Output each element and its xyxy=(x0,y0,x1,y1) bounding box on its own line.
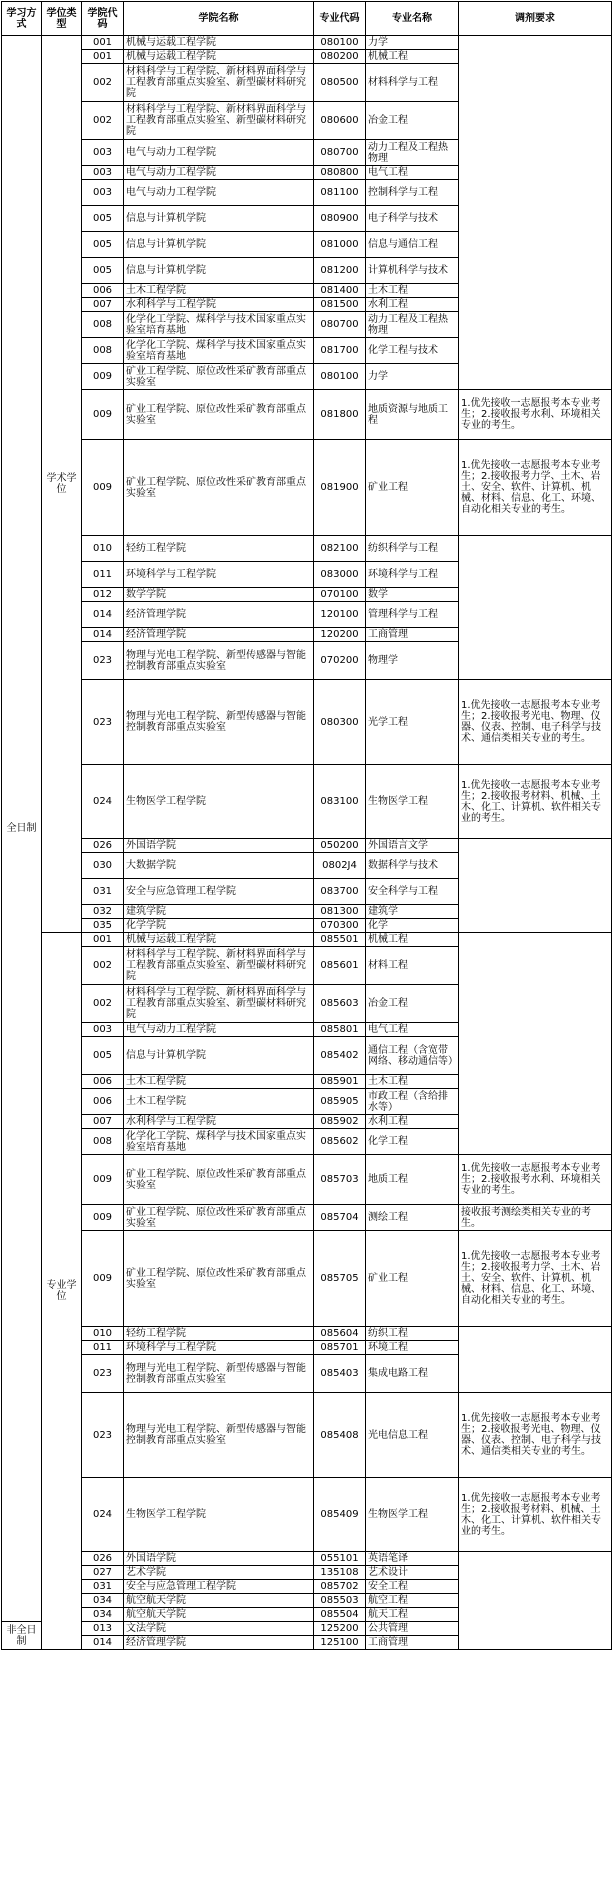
college-name: 经济管理学院 xyxy=(124,1636,314,1650)
major-name: 机械工程 xyxy=(366,933,459,947)
table-row xyxy=(2,536,612,562)
college-name: 矿业工程学院、原位改性采矿教育部重点实验室 xyxy=(124,1205,314,1231)
major-name: 矿业工程 xyxy=(366,440,459,536)
major-code: 080700 xyxy=(314,140,366,166)
college-code: 002 xyxy=(82,64,124,102)
major-code: 070300 xyxy=(314,919,366,933)
major-code: 085902 xyxy=(314,1115,366,1129)
major-code: 070200 xyxy=(314,642,366,680)
major-name: 冶金工程 xyxy=(366,102,459,140)
major-code: 081100 xyxy=(314,180,366,206)
college-name: 材料科学与工程学院、新材料界面科学与工程教育部重点实验室、新型碳材料研究院 xyxy=(124,947,314,985)
header-adjust-req: 调剂要求 xyxy=(459,2,612,36)
major-code: 080900 xyxy=(314,206,366,232)
college-name: 轻纺工程学院 xyxy=(124,536,314,562)
college-code: 008 xyxy=(82,338,124,364)
major-code: 080300 xyxy=(314,680,366,765)
major-name: 电子科学与技术 xyxy=(366,206,459,232)
table-row xyxy=(2,765,612,839)
college-name: 艺术学院 xyxy=(124,1566,314,1580)
table-row xyxy=(2,1155,612,1205)
major-code: 085601 xyxy=(314,947,366,985)
major-name: 水利工程 xyxy=(366,1115,459,1129)
major-code: 080500 xyxy=(314,64,366,102)
college-name: 经济管理学院 xyxy=(124,628,314,642)
college-code: 002 xyxy=(82,102,124,140)
degree-type-professional: 专业学位 xyxy=(42,933,82,1650)
college-code: 009 xyxy=(82,390,124,440)
table-row xyxy=(2,1478,612,1552)
college-name: 物理与光电工程学院、新型传感器与智能控制教育部重点实验室 xyxy=(124,680,314,765)
college-code: 012 xyxy=(82,588,124,602)
college-code: 003 xyxy=(82,166,124,180)
college-name: 生物医学工程学院 xyxy=(124,1478,314,1552)
major-code: 081800 xyxy=(314,390,366,440)
table-row xyxy=(2,1393,612,1478)
college-code: 008 xyxy=(82,1129,124,1155)
college-name: 航空航天学院 xyxy=(124,1594,314,1608)
college-name: 水利科学与工程学院 xyxy=(124,1115,314,1129)
college-code: 014 xyxy=(82,1636,124,1650)
note-empty xyxy=(459,1327,612,1393)
college-code: 003 xyxy=(82,140,124,166)
major-code: 085702 xyxy=(314,1580,366,1594)
major-code: 085905 xyxy=(314,1089,366,1115)
table-row xyxy=(2,1552,612,1566)
college-name: 安全与应急管理工程学院 xyxy=(124,879,314,905)
major-code: 083000 xyxy=(314,562,366,588)
college-code: 023 xyxy=(82,1355,124,1393)
major-name: 化学 xyxy=(366,919,459,933)
college-code: 001 xyxy=(82,50,124,64)
note-mining: 1.优先接收一志愿报考本专业考生；2.接收报考力学、土木、岩土、安全、软件、计算机、机械、材料、信息、化工、环境、自动化相关专业的考生。 xyxy=(459,1231,612,1327)
college-code: 027 xyxy=(82,1566,124,1580)
college-code: 024 xyxy=(82,1478,124,1552)
note-water-env: 1.优先接收一志愿报考本专业考生；2.接收报考水利、环境相关专业的考生。 xyxy=(459,1155,612,1205)
major-code: 085503 xyxy=(314,1594,366,1608)
college-name: 化学学院 xyxy=(124,919,314,933)
college-code: 013 xyxy=(82,1622,124,1636)
major-code: 055101 xyxy=(314,1552,366,1566)
major-name: 化学工程与技术 xyxy=(366,338,459,364)
college-name: 电气与动力工程学院 xyxy=(124,166,314,180)
major-code: 085801 xyxy=(314,1023,366,1037)
note-empty xyxy=(459,839,612,933)
major-code: 085703 xyxy=(314,1155,366,1205)
major-code: 081300 xyxy=(314,905,366,919)
college-code: 034 xyxy=(82,1608,124,1622)
header-college-code: 学院代码 xyxy=(82,2,124,36)
major-code: 120100 xyxy=(314,602,366,628)
header-major-code: 专业代码 xyxy=(314,2,366,36)
college-name: 安全与应急管理工程学院 xyxy=(124,1580,314,1594)
college-name: 矿业工程学院、原位改性采矿教育部重点实验室 xyxy=(124,1231,314,1327)
study-mode-part-time: 非全日制 xyxy=(2,1622,42,1650)
college-name: 环境科学与工程学院 xyxy=(124,1341,314,1355)
major-name: 地质工程 xyxy=(366,1155,459,1205)
major-code: 125100 xyxy=(314,1636,366,1650)
college-code: 023 xyxy=(82,680,124,765)
note-biomed: 1.优先接收一志愿报考本专业考生；2.接收报考材料、机械、土木、化工、计算机、软件相关专业的考生。 xyxy=(459,765,612,839)
note-optics: 1.优先接收一志愿报考本专业考生；2.接收报考光电、物理、仪器、仪表、控制、电子科学与技术、通信类相关专业的考生。 xyxy=(459,1393,612,1478)
college-code: 011 xyxy=(82,562,124,588)
college-name: 电气与动力工程学院 xyxy=(124,180,314,206)
college-name: 矿业工程学院、原位改性采矿教育部重点实验室 xyxy=(124,440,314,536)
college-name: 土木工程学院 xyxy=(124,284,314,298)
college-name: 土木工程学院 xyxy=(124,1075,314,1089)
major-name: 生物医学工程 xyxy=(366,765,459,839)
note-empty xyxy=(459,536,612,680)
major-code: 085408 xyxy=(314,1393,366,1478)
major-code: 070100 xyxy=(314,588,366,602)
major-name: 管理科学与工程 xyxy=(366,602,459,628)
major-code: 050200 xyxy=(314,839,366,853)
major-name: 安全工程 xyxy=(366,1580,459,1594)
major-name: 航空工程 xyxy=(366,1594,459,1608)
major-code: 080600 xyxy=(314,102,366,140)
college-name: 环境科学与工程学院 xyxy=(124,562,314,588)
college-code: 001 xyxy=(82,933,124,947)
major-name: 数学 xyxy=(366,588,459,602)
major-code: 083700 xyxy=(314,879,366,905)
note-empty xyxy=(459,933,612,1155)
major-code: 080100 xyxy=(314,36,366,50)
college-name: 物理与光电工程学院、新型传感器与智能控制教育部重点实验室 xyxy=(124,1355,314,1393)
college-code: 009 xyxy=(82,440,124,536)
college-code: 035 xyxy=(82,919,124,933)
table-row xyxy=(2,390,612,440)
college-name: 机械与运载工程学院 xyxy=(124,36,314,50)
adjustment-table xyxy=(1,1,612,1650)
college-name: 化学化工学院、煤科学与技术国家重点实验室培育基地 xyxy=(124,312,314,338)
major-name: 冶金工程 xyxy=(366,985,459,1023)
college-name: 文法学院 xyxy=(124,1622,314,1636)
major-name: 机械工程 xyxy=(366,50,459,64)
major-name: 外国语言文学 xyxy=(366,839,459,853)
college-name: 材料科学与工程学院、新材料界面科学与工程教育部重点实验室、新型碳材料研究院 xyxy=(124,102,314,140)
major-code: 082100 xyxy=(314,536,366,562)
note-surveying: 接收报考测绘类相关专业的考生。 xyxy=(459,1205,612,1231)
major-name: 通信工程（含宽带网络、移动通信等） xyxy=(366,1037,459,1075)
college-name: 生物医学工程学院 xyxy=(124,765,314,839)
table-row xyxy=(2,839,612,853)
header-college-name: 学院名称 xyxy=(124,2,314,36)
college-code: 005 xyxy=(82,258,124,284)
college-name: 土木工程学院 xyxy=(124,1089,314,1115)
college-code: 005 xyxy=(82,232,124,258)
table-row xyxy=(2,440,612,536)
college-code: 009 xyxy=(82,1205,124,1231)
header-row xyxy=(2,2,612,36)
major-name: 化学工程 xyxy=(366,1129,459,1155)
table-row xyxy=(2,933,612,947)
note-empty xyxy=(459,1552,612,1650)
major-name: 物理学 xyxy=(366,642,459,680)
college-code: 026 xyxy=(82,839,124,853)
major-name: 工商管理 xyxy=(366,628,459,642)
major-name: 数据科学与技术 xyxy=(366,853,459,879)
degree-type-academic: 学术学位 xyxy=(42,36,82,933)
major-code: 081900 xyxy=(314,440,366,536)
table-row xyxy=(2,36,612,50)
major-name: 土木工程 xyxy=(366,1075,459,1089)
header-degree-type: 学位类型 xyxy=(42,2,82,36)
major-code: 085402 xyxy=(314,1037,366,1075)
major-code: 135108 xyxy=(314,1566,366,1580)
college-name: 大数据学院 xyxy=(124,853,314,879)
college-code: 032 xyxy=(82,905,124,919)
major-code: 125200 xyxy=(314,1622,366,1636)
major-name: 电气工程 xyxy=(366,166,459,180)
college-code: 031 xyxy=(82,879,124,905)
major-code: 080200 xyxy=(314,50,366,64)
major-code: 085901 xyxy=(314,1075,366,1089)
college-name: 信息与计算机学院 xyxy=(124,258,314,284)
major-code: 080700 xyxy=(314,312,366,338)
college-name: 物理与光电工程学院、新型传感器与智能控制教育部重点实验室 xyxy=(124,1393,314,1478)
college-name: 机械与运载工程学院 xyxy=(124,50,314,64)
major-name: 地质资源与地质工程 xyxy=(366,390,459,440)
major-name: 纺织工程 xyxy=(366,1327,459,1341)
major-name: 电气工程 xyxy=(366,1023,459,1037)
header-major-name: 专业名称 xyxy=(366,2,459,36)
study-mode-full-time: 全日制 xyxy=(2,36,42,1622)
college-name: 信息与计算机学院 xyxy=(124,1037,314,1075)
college-code: 006 xyxy=(82,1075,124,1089)
table-body xyxy=(2,36,612,1650)
college-name: 化学化工学院、煤科学与技术国家重点实验室培育基地 xyxy=(124,1129,314,1155)
major-name: 动力工程及工程热物理 xyxy=(366,312,459,338)
college-code: 007 xyxy=(82,298,124,312)
major-code: 083100 xyxy=(314,765,366,839)
note-mining: 1.优先接收一志愿报考本专业考生；2.接收报考力学、土木、岩土、安全、软件、计算机、机械、材料、信息、化工、环境、自动化相关专业的考生。 xyxy=(459,440,612,536)
major-name: 材料科学与工程 xyxy=(366,64,459,102)
college-code: 031 xyxy=(82,1580,124,1594)
college-code: 003 xyxy=(82,180,124,206)
major-code: 085501 xyxy=(314,933,366,947)
college-code: 001 xyxy=(82,36,124,50)
major-name: 环境科学与工程 xyxy=(366,562,459,588)
major-code: 120200 xyxy=(314,628,366,642)
note-optics: 1.优先接收一志愿报考本专业考生；2.接收报考光电、物理、仪器、仪表、控制、电子科学与技术、通信类相关专业的考生。 xyxy=(459,680,612,765)
major-name: 土木工程 xyxy=(366,284,459,298)
major-name: 材料工程 xyxy=(366,947,459,985)
major-code: 085504 xyxy=(314,1608,366,1622)
college-name: 电气与动力工程学院 xyxy=(124,1023,314,1037)
college-code: 034 xyxy=(82,1594,124,1608)
college-code: 014 xyxy=(82,602,124,628)
table-row xyxy=(2,1327,612,1341)
major-name: 力学 xyxy=(366,364,459,390)
college-code: 007 xyxy=(82,1115,124,1129)
major-name: 动力工程及工程热物理 xyxy=(366,140,459,166)
major-name: 光学工程 xyxy=(366,680,459,765)
college-code: 006 xyxy=(82,284,124,298)
major-name: 安全科学与工程 xyxy=(366,879,459,905)
college-code: 010 xyxy=(82,1327,124,1341)
college-code: 008 xyxy=(82,312,124,338)
college-name: 数学学院 xyxy=(124,588,314,602)
college-name: 矿业工程学院、原位改性采矿教育部重点实验室 xyxy=(124,390,314,440)
college-code: 009 xyxy=(82,1155,124,1205)
major-code: 085704 xyxy=(314,1205,366,1231)
note-water-env: 1.优先接收一志愿报考本专业考生；2.接收报考水利、环境相关专业的考生。 xyxy=(459,390,612,440)
table-row xyxy=(2,1231,612,1327)
major-code: 085409 xyxy=(314,1478,366,1552)
major-code: 085603 xyxy=(314,985,366,1023)
major-code: 081000 xyxy=(314,232,366,258)
college-code: 026 xyxy=(82,1552,124,1566)
major-name: 矿业工程 xyxy=(366,1231,459,1327)
college-name: 航空航天学院 xyxy=(124,1608,314,1622)
major-name: 纺织科学与工程 xyxy=(366,536,459,562)
major-code: 085604 xyxy=(314,1327,366,1341)
college-name: 材料科学与工程学院、新材料界面科学与工程教育部重点实验室、新型碳材料研究院 xyxy=(124,64,314,102)
college-code: 014 xyxy=(82,628,124,642)
major-code: 085705 xyxy=(314,1231,366,1327)
header-study-mode: 学习方式 xyxy=(2,2,42,36)
major-code: 081200 xyxy=(314,258,366,284)
college-code: 010 xyxy=(82,536,124,562)
major-name: 艺术设计 xyxy=(366,1566,459,1580)
major-code: 085403 xyxy=(314,1355,366,1393)
major-code: 085701 xyxy=(314,1341,366,1355)
major-code: 0802J4 xyxy=(314,853,366,879)
college-name: 信息与计算机学院 xyxy=(124,206,314,232)
major-name: 英语笔译 xyxy=(366,1552,459,1566)
college-code: 023 xyxy=(82,1393,124,1478)
major-code: 081400 xyxy=(314,284,366,298)
college-name: 电气与动力工程学院 xyxy=(124,140,314,166)
college-name: 建筑学院 xyxy=(124,905,314,919)
college-code: 003 xyxy=(82,1023,124,1037)
major-name: 水利工程 xyxy=(366,298,459,312)
college-name: 水利科学与工程学院 xyxy=(124,298,314,312)
major-code: 081700 xyxy=(314,338,366,364)
major-code: 080100 xyxy=(314,364,366,390)
college-code: 006 xyxy=(82,1089,124,1115)
college-name: 信息与计算机学院 xyxy=(124,232,314,258)
college-code: 002 xyxy=(82,985,124,1023)
college-code: 024 xyxy=(82,765,124,839)
table-row xyxy=(2,1205,612,1231)
college-name: 矿业工程学院、原位改性采矿教育部重点实验室 xyxy=(124,1155,314,1205)
college-code: 005 xyxy=(82,1037,124,1075)
college-name: 轻纺工程学院 xyxy=(124,1327,314,1341)
major-name: 公共管理 xyxy=(366,1622,459,1636)
college-name: 物理与光电工程学院、新型传感器与智能控制教育部重点实验室 xyxy=(124,642,314,680)
college-code: 011 xyxy=(82,1341,124,1355)
major-name: 集成电路工程 xyxy=(366,1355,459,1393)
major-name: 力学 xyxy=(366,36,459,50)
major-name: 市政工程（含给排水等） xyxy=(366,1089,459,1115)
major-name: 建筑学 xyxy=(366,905,459,919)
college-name: 外国语学院 xyxy=(124,839,314,853)
major-name: 工商管理 xyxy=(366,1636,459,1650)
college-name: 机械与运载工程学院 xyxy=(124,933,314,947)
major-code: 080800 xyxy=(314,166,366,180)
major-name: 环境工程 xyxy=(366,1341,459,1355)
table-row xyxy=(2,680,612,765)
major-name: 信息与通信工程 xyxy=(366,232,459,258)
college-name: 矿业工程学院、原位改性采矿教育部重点实验室 xyxy=(124,364,314,390)
major-name: 生物医学工程 xyxy=(366,1478,459,1552)
major-code: 081500 xyxy=(314,298,366,312)
major-code: 085602 xyxy=(314,1129,366,1155)
college-name: 化学化工学院、煤科学与技术国家重点实验室培育基地 xyxy=(124,338,314,364)
major-name: 航天工程 xyxy=(366,1608,459,1622)
note-biomed: 1.优先接收一志愿报考本专业考生；2.接收报考材料、机械、土木、化工、计算机、软件相关专业的考生。 xyxy=(459,1478,612,1552)
note-empty xyxy=(459,36,612,390)
major-name: 计算机科学与技术 xyxy=(366,258,459,284)
major-name: 控制科学与工程 xyxy=(366,180,459,206)
college-code: 023 xyxy=(82,642,124,680)
college-code: 009 xyxy=(82,364,124,390)
college-name: 经济管理学院 xyxy=(124,602,314,628)
major-name: 测绘工程 xyxy=(366,1205,459,1231)
major-name: 光电信息工程 xyxy=(366,1393,459,1478)
college-code: 002 xyxy=(82,947,124,985)
college-code: 005 xyxy=(82,206,124,232)
college-name: 材料科学与工程学院、新材料界面科学与工程教育部重点实验室、新型碳材料研究院 xyxy=(124,985,314,1023)
college-code: 030 xyxy=(82,853,124,879)
college-name: 外国语学院 xyxy=(124,1552,314,1566)
college-code: 009 xyxy=(82,1231,124,1327)
